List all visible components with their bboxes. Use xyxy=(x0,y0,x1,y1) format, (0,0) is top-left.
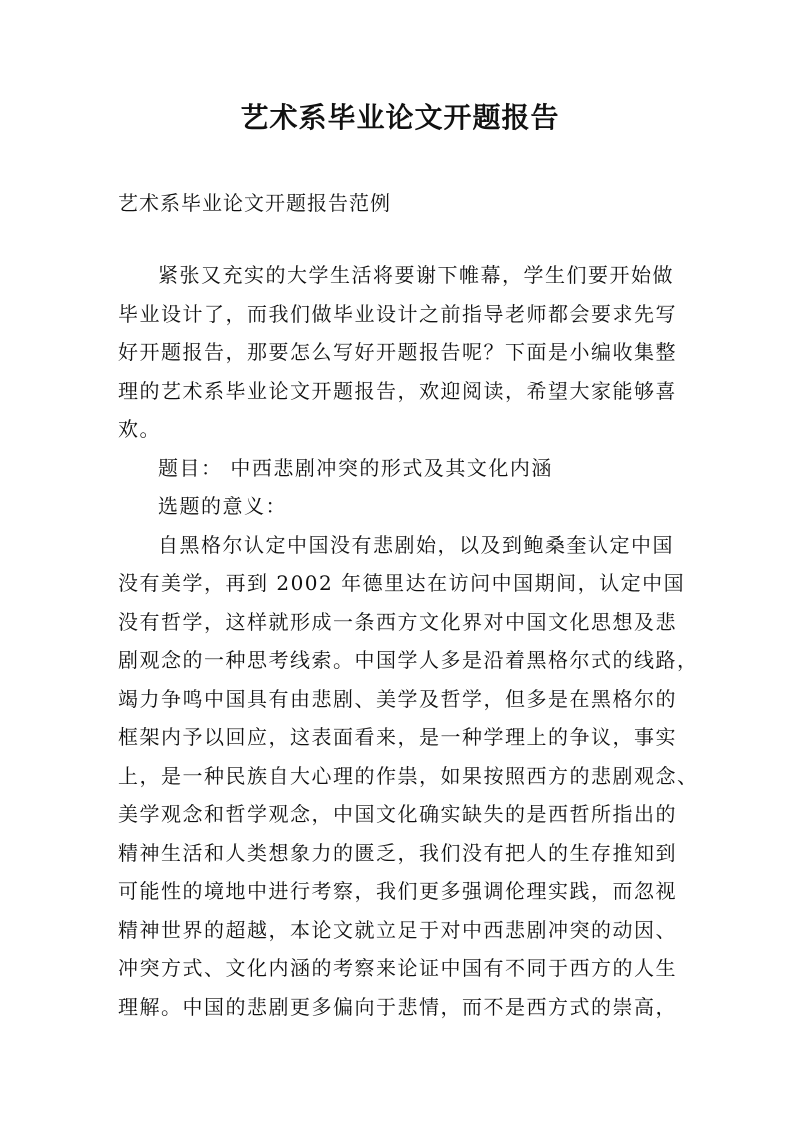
intro-paragraph xyxy=(118,256,686,449)
significance-paragraph xyxy=(118,526,699,1027)
text-line: 可能性的境地中进行考察，我们更多强调伦理实践，而忽视 xyxy=(118,879,677,903)
document-subtitle: 艺术系毕业论文开题报告范例 xyxy=(118,191,391,215)
text-line: 紧张又充实的大学生活将要谢下帷幕，学生们要开始做 xyxy=(158,263,674,287)
text-line: 美学观念和哲学观念，中国文化确实缺失的是西哲所指出的 xyxy=(118,802,677,826)
text-line: 竭力争鸣中国具有由悲剧、美学及哲学，但多是在黑格尔的 xyxy=(118,686,677,711)
text-line: 没有哲学，这样就形成一条西方文化界对中国文化思想及悲 xyxy=(118,609,677,634)
text-line: 精神世界的超越，本论文就立足于对中西悲剧冲突的动因、 xyxy=(118,917,677,942)
text-line: 框架内予以回应，这表面看来，是一种学理上的争议，事实 xyxy=(118,725,677,749)
text-line: 选题的意义： xyxy=(158,494,287,518)
text-line: 精神生活和人类想象力的匮乏，我们没有把人的生存推知到 xyxy=(118,840,677,865)
document-body xyxy=(118,256,699,1026)
text-line: 自黑格尔认定中国没有悲剧始，以及到鲍桑奎认定中国 xyxy=(158,532,674,557)
text-line: 欢。 xyxy=(118,417,161,441)
document-title: 艺术系毕业论文开题报告 xyxy=(240,101,560,134)
text-line: 好开题报告，那要怎么写好开题报告呢？下面是小编收集整 xyxy=(118,340,677,364)
text-line: 剧观念的一种思考线索。中国学人多是沿着黑格尔式的线路， xyxy=(118,648,699,672)
text-line: 理的艺术系毕业论文开题报告，欢迎阅读，希望大家能够喜 xyxy=(118,378,677,403)
text-line: 上，是一种民族自大心理的作祟，如果按照西方的悲剧观念、 xyxy=(118,763,699,788)
text-line: 冲突方式、文化内涵的考察来论证中国有不同于西方的人生 xyxy=(118,956,677,980)
significance-heading xyxy=(118,487,686,526)
text-line: 毕业设计了，而我们做毕业设计之前指导老师都会要求先写 xyxy=(118,301,677,326)
text-line: 没有美学，再到 2002 年德里达在访问中国期间，认定中国 xyxy=(118,571,686,595)
topic-paragraph xyxy=(118,449,686,488)
text-line: 题目： 中西悲剧冲突的形式及其文化内涵 xyxy=(158,455,553,480)
text-line: 理解。中国的悲剧更多偏向于悲情，而不是西方式的崇高， xyxy=(118,994,677,1019)
